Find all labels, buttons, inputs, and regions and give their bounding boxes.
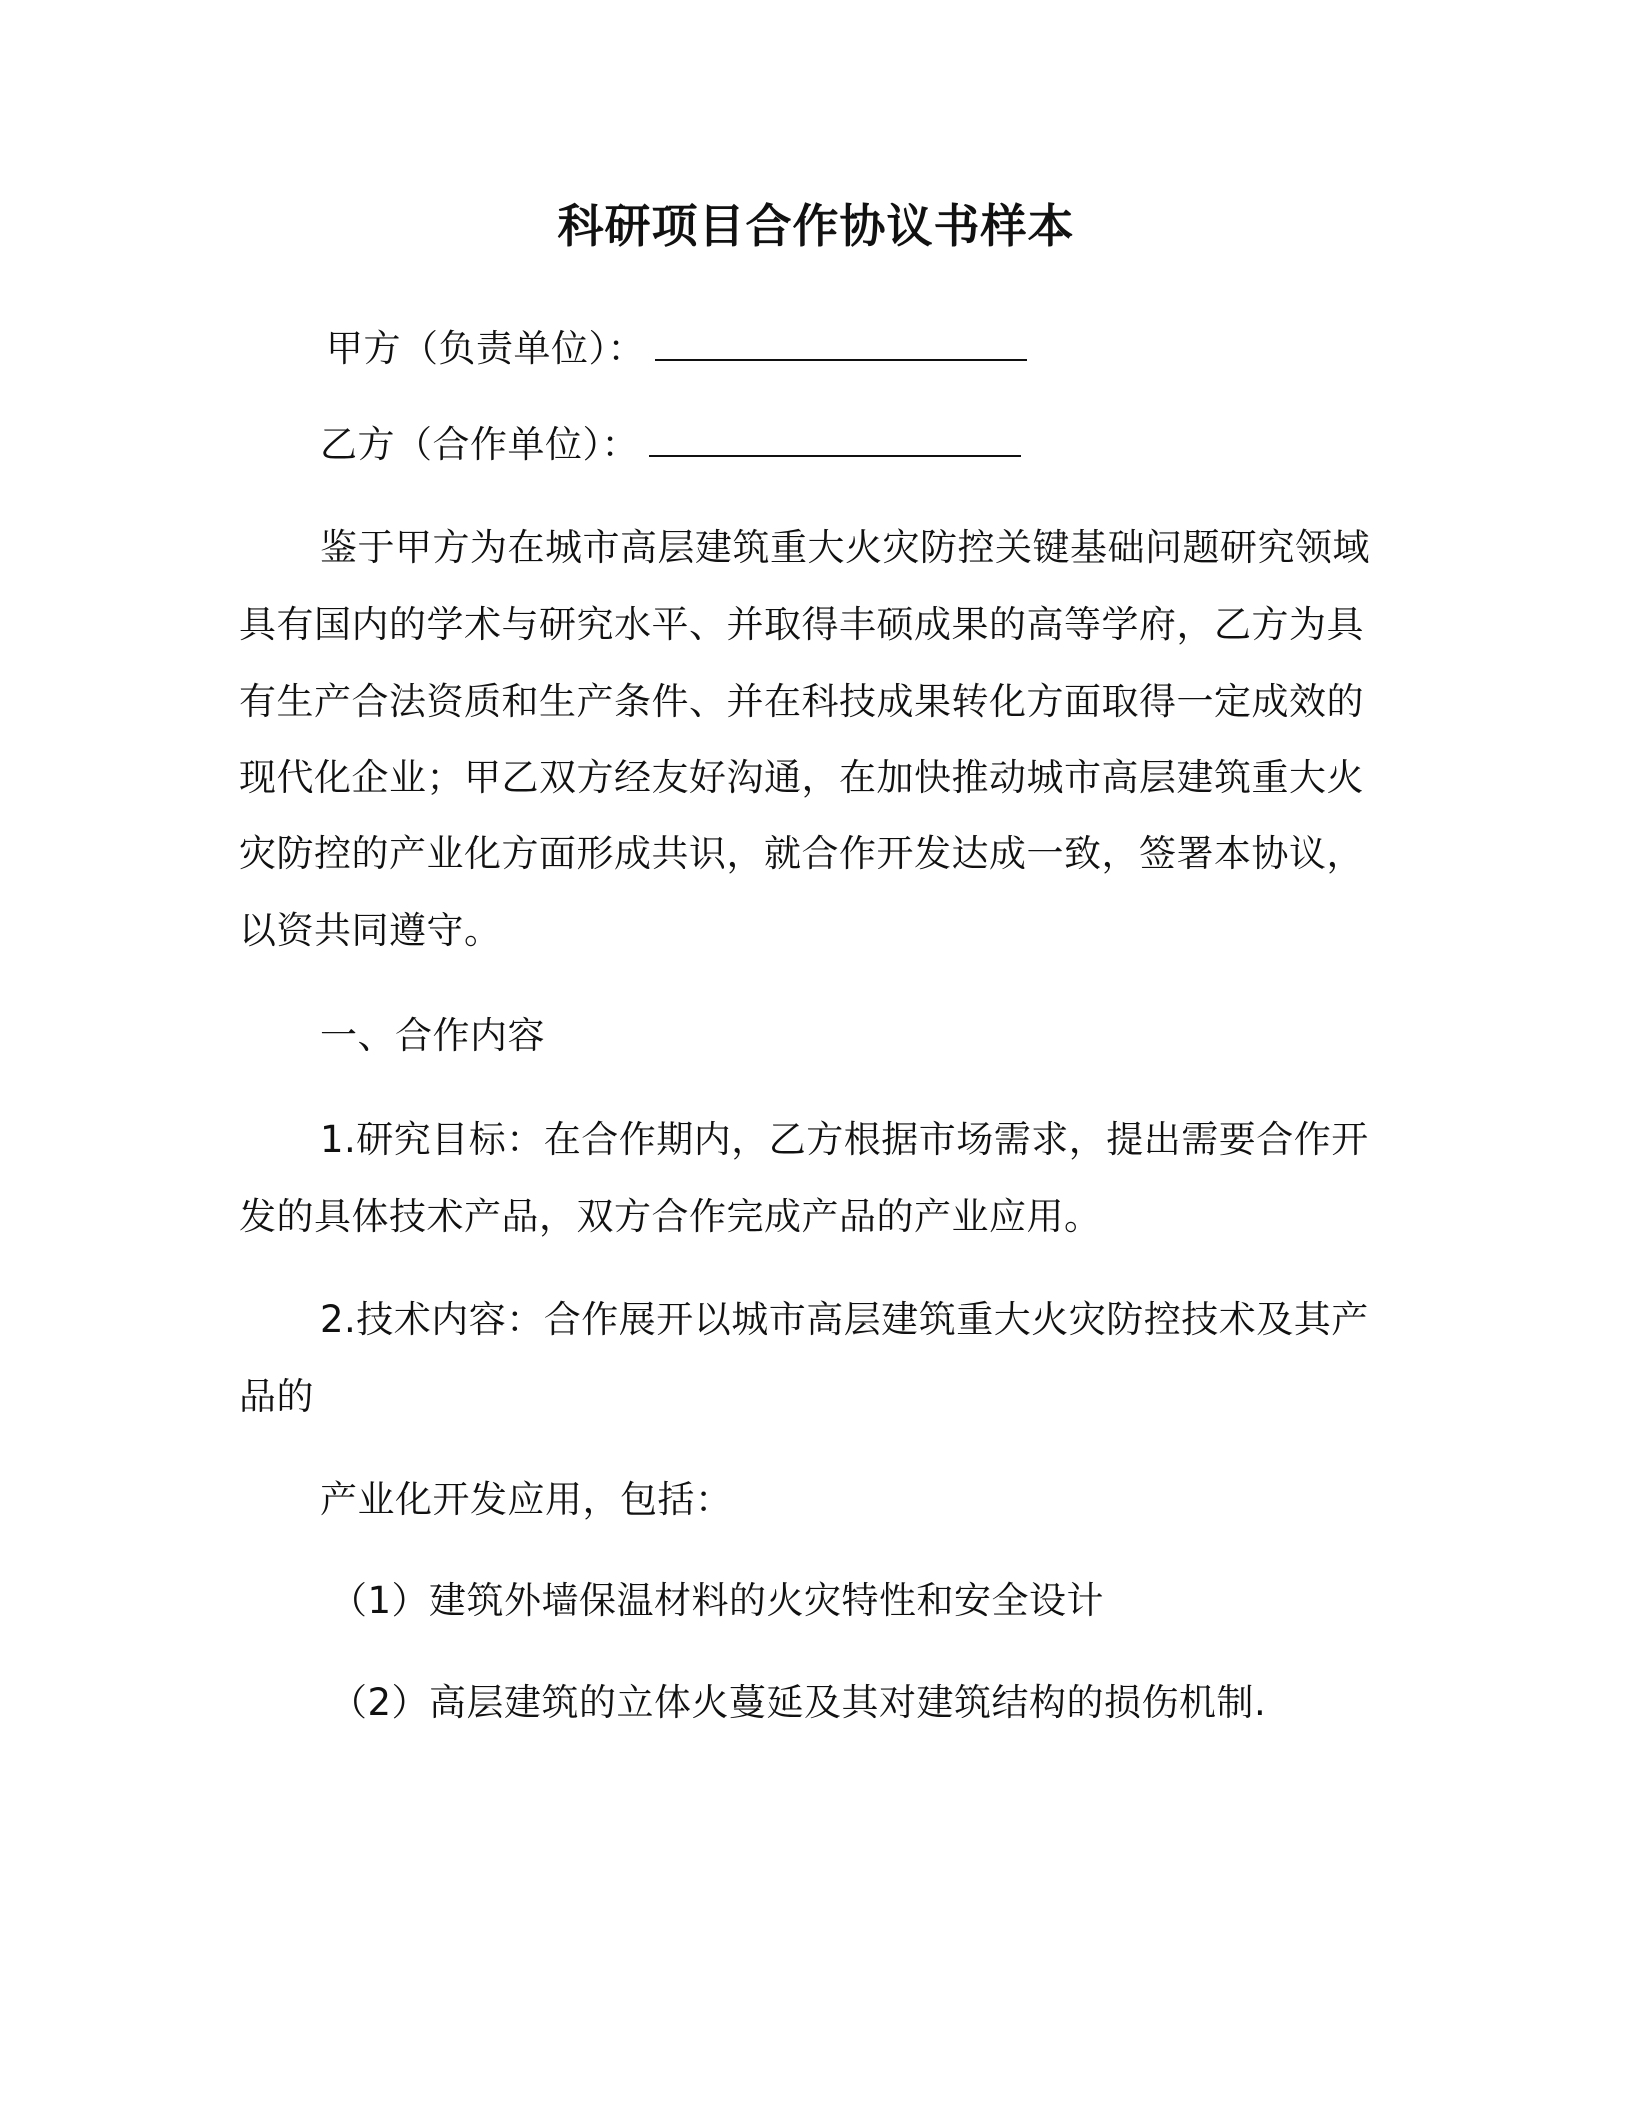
item-1-line-1: 1.研究目标：在合作期内，乙方根据市场需求，提出需要合作开 <box>320 1118 1369 1161</box>
preamble-line-4: 现代化企业；甲乙双方经友好沟通，在加快推动城市高层建筑重大火 <box>239 756 1364 799</box>
preamble-line-6: 以资共同遵守。 <box>239 909 502 952</box>
item-2-line-2: 品的 <box>239 1375 314 1418</box>
item-1-line-2: 发的具体技术产品，双方合作完成产品的产业应用。 <box>239 1195 1102 1238</box>
party-b-line <box>320 421 1021 469</box>
item-2-line-1: 2.技术内容：合作展开以城市高层建筑重大火灾防控技术及其产 <box>320 1298 1369 1341</box>
preamble-line-1: 鉴于甲方为在城市高层建筑重大火灾防控关键基础问题研究领域 <box>320 526 1370 569</box>
item-2-continuation: 产业化开发应用，包括： <box>320 1478 733 1521</box>
party-b-blank[interactable] <box>649 425 1021 457</box>
party-a-label: 甲方（负责单位）： <box>326 327 645 370</box>
sub-item-1: （1）建筑外墙保温材料的火灾特性和安全设计 <box>330 1579 1105 1622</box>
preamble-line-2: 具有国内的学术与研究水平、并取得丰硕成果的高等学府，乙方为具 <box>239 603 1364 646</box>
document-title: 科研项目合作协议书样本 <box>557 199 1075 253</box>
party-b-label: 乙方（合作单位）： <box>320 423 639 466</box>
section-heading: 一、合作内容 <box>320 1014 545 1057</box>
preamble-line-5: 灾防控的产业化方面形成共识，就合作开发达成一致，签署本协议， <box>239 832 1364 875</box>
party-a-line <box>326 325 1027 373</box>
preamble-line-3: 有生产合法资质和生产条件、并在科技成果转化方面取得一定成效的 <box>239 680 1364 723</box>
party-a-blank[interactable] <box>655 329 1027 361</box>
sub-item-2: （2）高层建筑的立体火蔓延及其对建筑结构的损伤机制. <box>330 1681 1267 1724</box>
